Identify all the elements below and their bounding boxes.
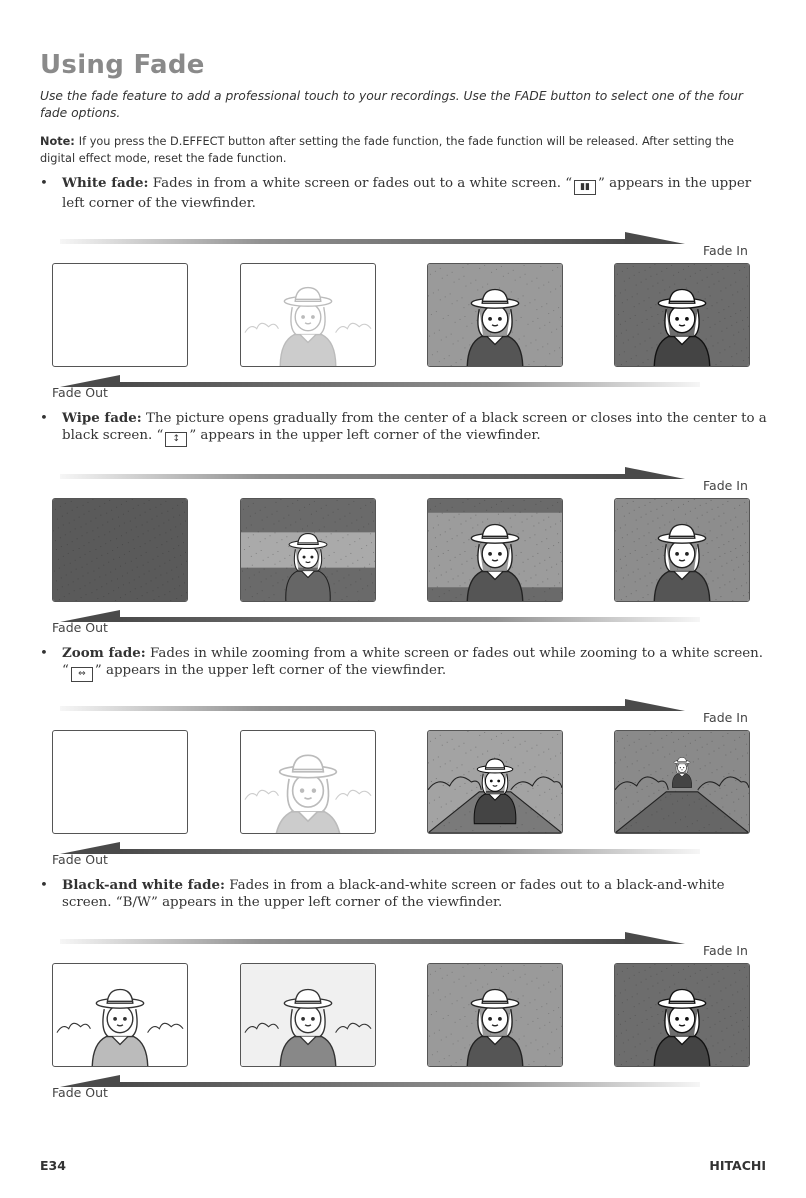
section-text: Fades in from a black-and-white screen or fades out to a black-and-white screen. “B/W” appears in the upper left corner of the viewfinder. (62, 878, 725, 910)
section-text-before: The picture opens gradually from the center of a black screen or closes into the center to a black screen. “ (62, 411, 767, 443)
note-text: If you press the D.EFFECT button after setting the fade function, the fade function will be released. After setting the digital effect mode, reset the fade function. (40, 135, 734, 165)
example-frame-3-1 (52, 730, 188, 834)
fade-out-arrow-1 (60, 373, 700, 395)
fade-in-arrow-3 (60, 697, 700, 719)
example-frame-1-4 (614, 263, 750, 367)
example-frame-2-1 (52, 498, 188, 602)
wipe-fade-icon: ↕ (165, 432, 187, 447)
section-term: Black-and white fade: (62, 877, 225, 893)
fade-out-arrow-2 (60, 608, 700, 630)
section-wipe-fade: • Wipe fade: The picture opens gradually from the center of a black screen or closes into the center to a black screen. “ ↕ ” appears in the upper left corner of the viewfinder. (40, 410, 770, 447)
fade-out-label: Fade Out (52, 385, 108, 400)
example-frame-1-3 (427, 263, 563, 367)
fade-in-label: Fade In (703, 943, 748, 958)
section-bw-fade: • Black-and white fade: Fades in from a black-and-white screen or fades out to a black-and-white screen. “B/W” appears in the upper left corner of the viewfinder. (40, 877, 725, 910)
white-fade-icon: ▮▮ (574, 180, 596, 195)
fade-out-label: Fade Out (52, 1085, 108, 1100)
example-frame-4-3 (427, 963, 563, 1067)
fade-out-label: Fade Out (52, 620, 108, 635)
zoom-fade-icon: ⇔ (71, 667, 93, 682)
example-frame-4-1 (52, 963, 188, 1067)
fade-in-label: Fade In (703, 243, 748, 258)
note-label: Note: (40, 135, 75, 148)
section-white-fade: • White fade: Fades in from a white screen or fades out to a white screen. “ ▮▮ ” appears in the upper left corner of the viewfinder. (40, 175, 752, 211)
section-text-before: Fades in while zooming from a white screen or fades out while zooming to a white screen. “ (62, 646, 764, 678)
example-frame-2-3 (427, 498, 563, 602)
section-zoom-fade: • Zoom fade: Fades in while zooming from a white screen or fades out while zooming to a white screen. “ ⇔ ” appears in the upper left corner of the viewfinder. (40, 645, 770, 682)
intro-text: Use the fade feature to add a professional touch to your recordings. Use the FADE button to select one of the four fade options. (40, 89, 743, 120)
section-text-after: ” appears in the upper left corner of the viewfinder. (94, 663, 447, 678)
example-frame-1-2 (240, 263, 376, 367)
fade-out-label: Fade Out (52, 852, 108, 867)
fade-in-label: Fade In (703, 710, 748, 725)
fade-in-arrow-2 (60, 465, 700, 487)
example-frame-3-4 (614, 730, 750, 834)
example-frame-4-2 (240, 963, 376, 1067)
brand-logo: HITACHI (709, 1158, 766, 1173)
page-title: Using Fade (40, 50, 205, 80)
section-text-after: ” appears in the upper left corner of the viewfinder. (62, 176, 752, 211)
section-term: Wipe fade: (62, 410, 142, 426)
fade-in-arrow-4 (60, 930, 700, 952)
fade-out-arrow-4 (60, 1073, 700, 1095)
note (40, 133, 770, 167)
example-frame-3-3 (427, 730, 563, 834)
section-text-before: Fades in from a white screen or fades out to a white screen. “ (152, 176, 573, 191)
example-frame-1-1 (52, 263, 188, 367)
fade-in-arrow-1 (60, 230, 700, 252)
example-frame-4-4 (614, 963, 750, 1067)
fade-out-arrow-3 (60, 840, 700, 862)
section-text-after: ” appears in the upper left corner of the viewfinder. (189, 428, 541, 443)
fade-in-label: Fade In (703, 478, 748, 493)
example-frame-2-4 (614, 498, 750, 602)
example-frame-2-2 (240, 498, 376, 602)
section-term: White fade: (62, 175, 149, 191)
section-term: Zoom fade: (62, 645, 146, 661)
page-number: E34 (40, 1158, 66, 1173)
example-frame-3-2 (240, 730, 376, 834)
